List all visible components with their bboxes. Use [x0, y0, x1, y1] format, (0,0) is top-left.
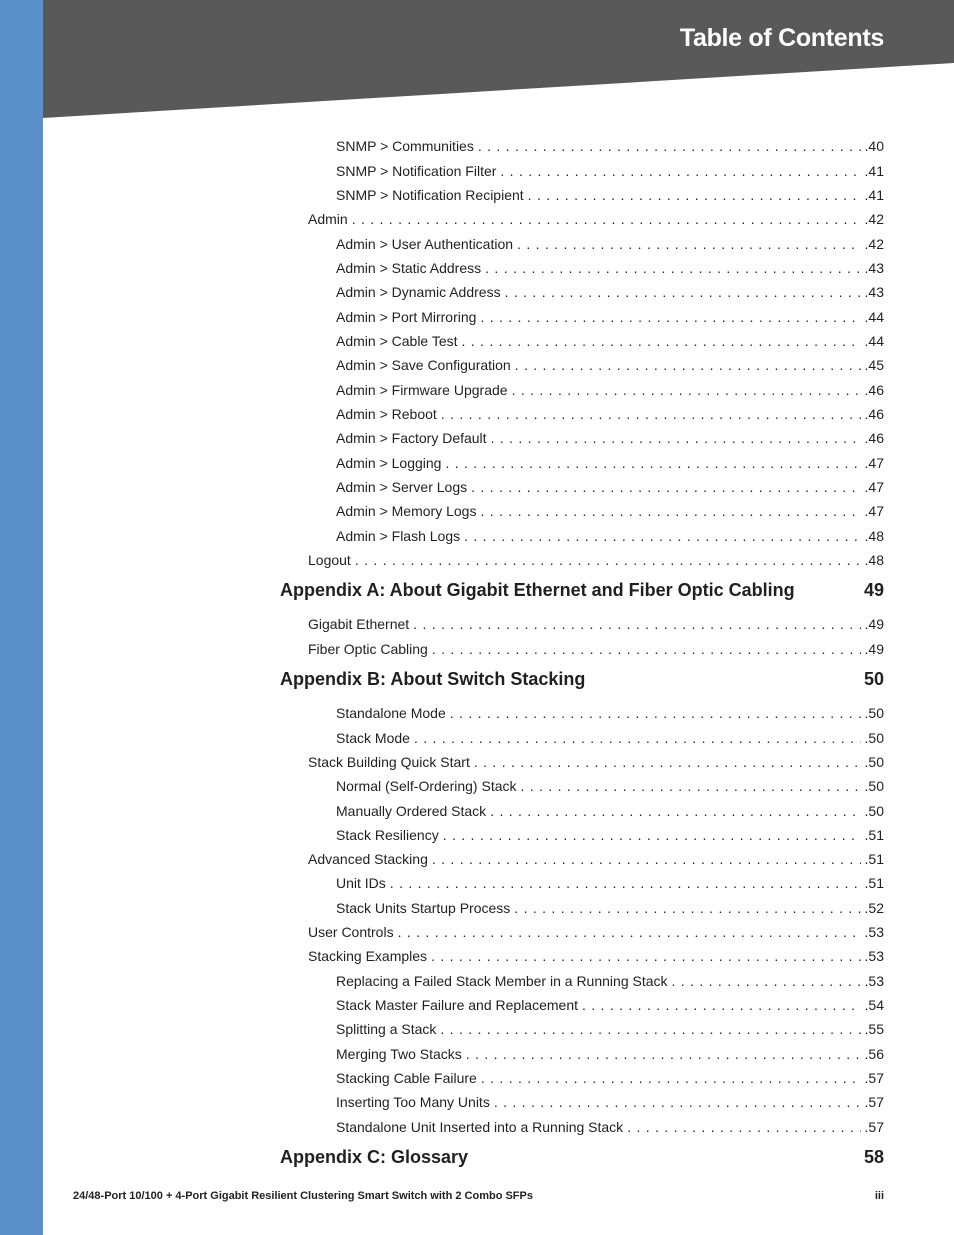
toc-entry-page: .40 — [864, 138, 884, 154]
page-title: Table of Contents — [679, 24, 884, 52]
toc-entry-label: Stacking Cable Failure — [336, 1070, 477, 1086]
toc-heading-label: Appendix A: About Gigabit Ethernet and Fiber Optic Cabling — [280, 580, 795, 600]
toc-entry-page: .52 — [864, 900, 884, 916]
toc-entry-label: Unit IDs — [336, 875, 386, 891]
toc-entry[interactable] — [308, 614, 884, 634]
toc-entry-label: Stack Master Failure and Replacement — [336, 997, 578, 1013]
toc-entry[interactable] — [336, 995, 884, 1015]
toc-entry[interactable] — [336, 1019, 884, 1039]
toc-entry-page: .46 — [864, 430, 884, 446]
dot-leader — [432, 849, 861, 869]
toc-entry[interactable] — [308, 639, 884, 659]
toc-entry[interactable] — [336, 282, 884, 302]
toc-entry-label: Normal (Self-Ordering) Stack — [336, 778, 517, 794]
dot-leader — [414, 728, 861, 748]
toc-entry[interactable] — [336, 136, 884, 156]
dot-leader — [431, 946, 860, 966]
toc-entry-label: Splitting a Stack — [336, 1021, 437, 1037]
toc-section-heading[interactable] — [280, 1147, 884, 1173]
toc-heading-page: 58 — [863, 1147, 884, 1167]
toc-entry[interactable] — [336, 355, 884, 375]
toc-section-heading[interactable] — [280, 580, 884, 606]
toc-entry-page: .50 — [864, 778, 884, 794]
dot-leader — [355, 550, 861, 570]
header-banner — [43, 0, 954, 118]
toc-entry-page: .57 — [864, 1119, 884, 1135]
toc-entry-page: .48 — [864, 528, 884, 544]
toc-entry-label: Admin > User Authentication — [336, 236, 514, 252]
toc-entry-label: Admin > Static Address — [336, 260, 482, 276]
toc-entry-label: User Controls — [308, 924, 394, 940]
toc-entry-page: .47 — [864, 479, 884, 495]
toc-entry[interactable] — [336, 307, 884, 327]
toc-entry[interactable] — [336, 1068, 884, 1088]
header-banner-shape — [43, 0, 954, 118]
dot-leader — [514, 898, 860, 918]
toc-entry-label: Admin > Dynamic Address — [336, 284, 501, 300]
dot-leader — [450, 703, 861, 723]
toc-section-heading[interactable] — [280, 669, 884, 695]
toc-heading-page: 50 — [863, 669, 884, 689]
toc-entry-label: Merging Two Stacks — [336, 1046, 462, 1062]
dot-leader — [390, 873, 861, 893]
toc-entry[interactable] — [336, 873, 884, 893]
dot-leader — [494, 1092, 861, 1112]
toc-entry[interactable] — [336, 971, 884, 991]
dot-leader — [481, 1068, 861, 1088]
toc-entry-page: .53 — [864, 948, 884, 964]
toc-entry[interactable] — [336, 234, 884, 254]
toc-entry[interactable] — [336, 776, 884, 796]
toc-entry-page: .43 — [864, 260, 884, 276]
toc-entry[interactable] — [308, 209, 884, 229]
toc-entry-label: Stack Building Quick Start — [308, 754, 470, 770]
toc-entry-label: Admin > Port Mirroring — [336, 309, 477, 325]
dot-leader — [432, 639, 861, 659]
dot-leader — [521, 776, 861, 796]
toc-entry-page: .50 — [864, 803, 884, 819]
dot-leader — [500, 161, 860, 181]
toc-entry-page: .55 — [864, 1021, 884, 1037]
toc-entry-page: .56 — [864, 1046, 884, 1062]
toc-entry[interactable] — [336, 380, 884, 400]
toc-entry-page: .42 — [864, 236, 884, 252]
toc-entry-label: Stack Resiliency — [336, 827, 439, 843]
toc-entry-label: SNMP > Communities — [336, 138, 474, 154]
toc-entry-label: Advanced Stacking — [308, 851, 428, 867]
toc-entry-label: Gigabit Ethernet — [308, 616, 410, 632]
toc-entry[interactable] — [336, 1092, 884, 1112]
dot-leader — [490, 801, 860, 821]
toc-entry[interactable] — [336, 477, 884, 497]
dot-leader — [443, 825, 861, 845]
toc-entry-label: Admin > Logging — [336, 455, 442, 471]
dot-leader — [471, 477, 860, 497]
dot-leader — [445, 453, 860, 473]
dot-leader — [413, 614, 860, 634]
dot-leader — [512, 380, 861, 400]
toc-entry-label: Admin > Reboot — [336, 406, 437, 422]
toc-entry[interactable] — [308, 946, 884, 966]
toc-entry-label: Admin > Save Configuration — [336, 357, 511, 373]
toc-entry-page: .50 — [864, 705, 884, 721]
toc-entry-page: .51 — [864, 875, 884, 891]
dot-leader — [491, 428, 861, 448]
toc-entry-label: Standalone Unit Inserted into a Running Stack — [336, 1119, 624, 1135]
toc-entry[interactable] — [336, 703, 884, 723]
toc-entry-page: .45 — [864, 357, 884, 373]
toc-entry[interactable] — [336, 526, 884, 546]
toc-entry-page: .53 — [864, 973, 884, 989]
toc-entry-label: Stack Mode — [336, 730, 410, 746]
toc-entry[interactable] — [336, 501, 884, 521]
toc-entry[interactable] — [336, 1044, 884, 1064]
toc-entry-page: .46 — [864, 382, 884, 398]
toc-entry-page: .51 — [864, 851, 884, 867]
toc-entry-page: .49 — [864, 616, 884, 632]
dot-leader — [478, 136, 861, 156]
dot-leader — [505, 282, 861, 302]
toc-entry[interactable] — [336, 728, 884, 748]
toc-entry-page: .53 — [864, 924, 884, 940]
toc-heading-label: Appendix C: Glossary — [280, 1147, 469, 1167]
toc-entry-label: Stacking Examples — [308, 948, 428, 964]
toc-entry-page: .48 — [864, 552, 884, 568]
toc-entry-label: Logout — [308, 552, 351, 568]
toc-entry[interactable] — [336, 898, 884, 918]
toc-entry-page: .47 — [864, 503, 884, 519]
dot-leader — [466, 1044, 861, 1064]
toc-entry-page: .51 — [864, 827, 884, 843]
footer-product-name: 24/48-Port 10/100 + 4-Port Gigabit Resilient Clustering Smart Switch with 2 Combo SFPs — [73, 1190, 533, 1202]
dot-leader — [441, 404, 861, 424]
dot-leader — [517, 234, 860, 254]
toc-entry-page: .50 — [864, 754, 884, 770]
toc-entry-label: Manually Ordered Stack — [336, 803, 487, 819]
toc-entry-page: .47 — [864, 455, 884, 471]
toc-entry-page: .57 — [864, 1070, 884, 1086]
toc-entry[interactable] — [336, 1117, 884, 1137]
dot-leader — [480, 307, 860, 327]
toc-entry[interactable] — [336, 161, 884, 181]
toc-entry-page: .42 — [864, 211, 884, 227]
toc-entry-label: Admin > Server Logs — [336, 479, 468, 495]
toc-entry-label: Admin > Memory Logs — [336, 503, 477, 519]
dot-leader — [352, 209, 861, 229]
dot-leader — [485, 258, 860, 278]
toc-entry-page: .46 — [864, 406, 884, 422]
toc-entry-page: .49 — [864, 641, 884, 657]
side-color-band — [0, 0, 43, 1235]
toc-entry-page: .43 — [864, 284, 884, 300]
toc-entry[interactable] — [308, 922, 884, 942]
toc-entry[interactable] — [336, 404, 884, 424]
toc-entry-label: Admin > Cable Test — [336, 333, 458, 349]
dot-leader — [627, 1117, 860, 1137]
toc-entry[interactable] — [336, 825, 884, 845]
toc-entry-label: SNMP > Notification Recipient — [336, 187, 524, 203]
toc-entry-page: .41 — [864, 187, 884, 203]
toc-entry-page: .50 — [864, 730, 884, 746]
dot-leader — [515, 355, 861, 375]
toc-entry[interactable] — [336, 258, 884, 278]
toc-entry-page: .44 — [864, 333, 884, 349]
dot-leader — [480, 501, 860, 521]
toc-entry-label: Admin > Flash Logs — [336, 528, 461, 544]
toc-entry-label: SNMP > Notification Filter — [336, 163, 497, 179]
toc-entry-page: .41 — [864, 163, 884, 179]
toc-entry-label: Admin > Factory Default — [336, 430, 487, 446]
toc-entry[interactable] — [336, 453, 884, 473]
toc-entry-label: Inserting Too Many Units — [336, 1094, 490, 1110]
dot-leader — [464, 526, 860, 546]
dot-leader — [462, 331, 861, 351]
toc-entry-page: .44 — [864, 309, 884, 325]
toc-entry-label: Admin — [308, 211, 348, 227]
toc-entry[interactable] — [308, 752, 884, 772]
toc-entry-label: Fiber Optic Cabling — [308, 641, 428, 657]
dot-leader — [440, 1019, 860, 1039]
dot-leader — [528, 185, 861, 205]
toc-entry[interactable] — [336, 428, 884, 448]
toc-entry[interactable] — [336, 801, 884, 821]
dot-leader — [582, 995, 861, 1015]
toc-heading-label: Appendix B: About Switch Stacking — [280, 669, 586, 689]
toc-entry[interactable] — [308, 849, 884, 869]
toc-entry-page: .57 — [864, 1094, 884, 1110]
dot-leader — [474, 752, 861, 772]
toc-entry-label: Stack Units Startup Process — [336, 900, 511, 916]
toc-entry[interactable] — [308, 550, 884, 570]
footer-page-number: iii — [874, 1190, 884, 1202]
toc-heading-page: 49 — [863, 580, 884, 600]
dot-leader — [398, 922, 861, 942]
toc-entry-label: Replacing a Failed Stack Member in a Running Stack — [336, 973, 668, 989]
toc-entry[interactable] — [336, 331, 884, 351]
toc-entry-label: Admin > Firmware Upgrade — [336, 382, 508, 398]
toc-entry-page: .54 — [864, 997, 884, 1013]
toc-entry[interactable] — [336, 185, 884, 205]
dot-leader — [672, 971, 861, 991]
toc-entry-label: Standalone Mode — [336, 705, 446, 721]
